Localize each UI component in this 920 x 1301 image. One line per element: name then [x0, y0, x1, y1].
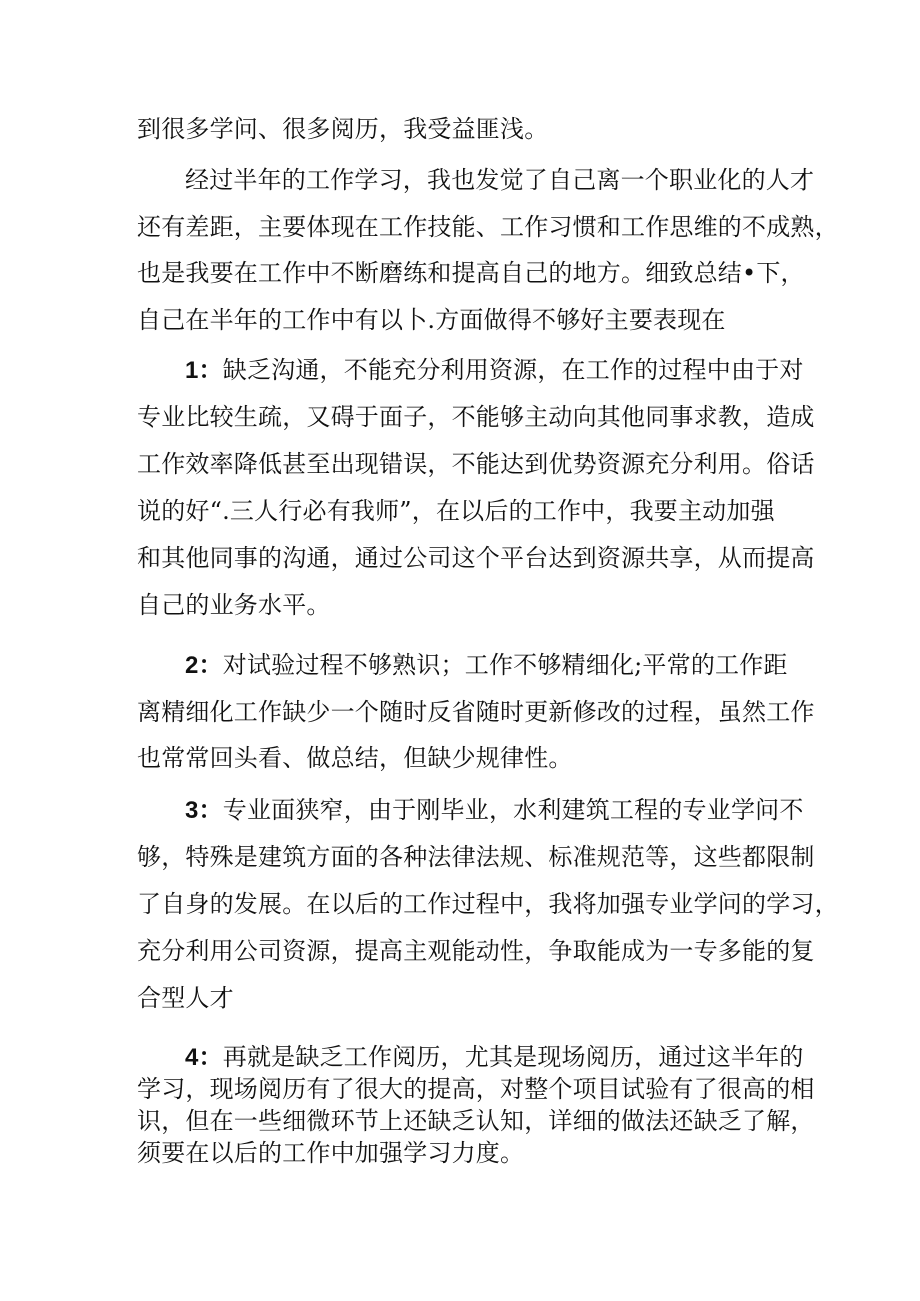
numbered-item-first-line — [185, 650, 788, 681]
text-line: 再就是缺乏工作阅历，尤其是现场阅历，通过这半年的 — [222, 1043, 804, 1071]
text-line: 说的好“.三人行必有我师”，在以后的工作中，我要主动加强 — [137, 497, 775, 525]
text-line: 须要在以后的工作中加强学习力度。 — [137, 1139, 525, 1167]
text-line: 到很多学问、很多阅历，我受益匪浅。 — [137, 115, 549, 143]
text-line: 也常常回头看、做总结，但缺少规律性。 — [137, 744, 573, 772]
text-line: 自己的业务水平。 — [137, 591, 331, 619]
item-number: 3： — [185, 797, 223, 824]
text-line: 对试验过程不够熟识；工作不够精细化;平常的工作距 — [222, 651, 788, 679]
text-line: 还有差距，主要体现在工作技能、工作习惯和工作思维的不成熟， — [137, 213, 839, 241]
text-line: 缺乏沟通，不能充分利用资源，在工作的过程中由于对 — [222, 356, 804, 384]
text-line: 离精细化工作缺少一个随时反省随时更新修改的过程，虽然工作 — [137, 698, 815, 726]
text-line: 了自身的发展。在以后的工作过程中，我将加强专业学问的学习， — [137, 890, 839, 918]
text-line: 够，特殊是建筑方面的各种法律法规、标准规范等，这些都限制 — [137, 843, 815, 871]
item-number: 4： — [185, 1044, 223, 1071]
numbered-item-first-line — [185, 1042, 804, 1073]
text-line: 工作效率降低甚至出现错误，不能达到优势资源充分利用。俗话 — [137, 450, 815, 478]
text-line: 和其他同事的沟通，通过公司这个平台达到资源共享，从而提高 — [137, 544, 815, 572]
text-line: 专业面狭窄，由于刚毕业，水利建筑工程的专业学问不 — [222, 796, 804, 824]
item-number: 2： — [185, 652, 223, 679]
text-line: 识，但在一些细微环节上还缺乏认知，详细的做法还缺乏了解， — [137, 1107, 815, 1135]
text-line: 学习，现场阅历有了很大的提高，对整个项目试验有了很高的相 — [137, 1075, 815, 1103]
text-line: 自己在半年的工作中有以卜.方面做得不够好主要表现在 — [137, 306, 726, 334]
item-number: 1： — [185, 357, 223, 384]
numbered-item-first-line — [185, 795, 804, 826]
text-line: 专业比较生疏，又碍于面子，不能够主动向其他同事求教，造成 — [137, 403, 815, 431]
numbered-item-first-line — [185, 355, 804, 386]
text-line: 充分利用公司资源，提高主观能动性，争取能成为一专多能的复 — [137, 937, 815, 965]
text-line: 经过半年的工作学习，我也发觉了自己离一个职业化的人才 — [185, 166, 815, 194]
text-line: 合型人才 — [137, 984, 234, 1012]
text-line: 也是我要在工作中不断磨练和提高自己的地方。细致总结•下， — [137, 259, 805, 287]
